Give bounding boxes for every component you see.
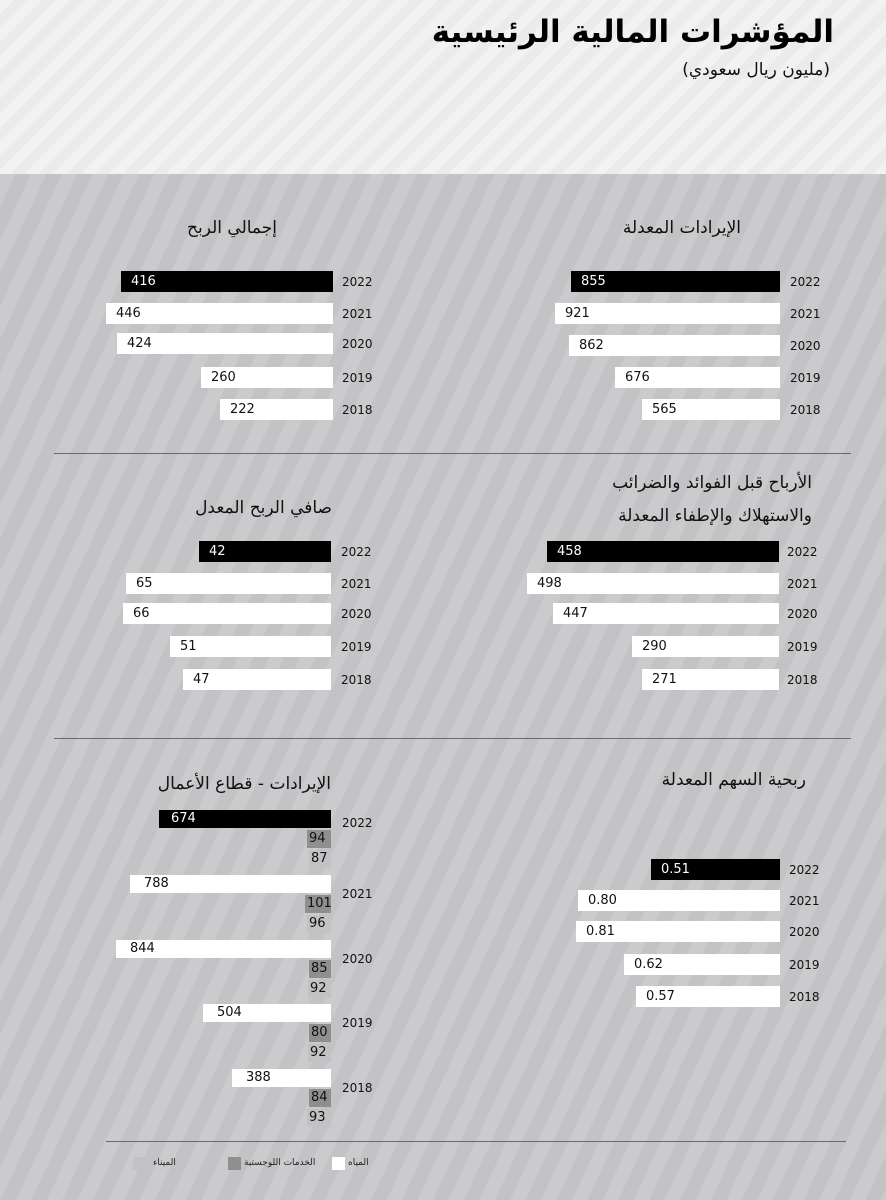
segment-revenue-bar-2019-logistics <box>309 1024 331 1042</box>
segment-revenue-value-label-2022-port: 87 <box>311 851 328 866</box>
adjusted-eps-title: ربحية السهم المعدلة <box>661 770 806 790</box>
segment-revenue-value-label-2019-water: 504 <box>217 1005 242 1020</box>
segment-revenue-value-label-2021-water: 788 <box>144 876 169 891</box>
gross-profit-bar-2018 <box>220 399 333 420</box>
divider-row-2 <box>54 738 851 739</box>
gross-profit-year-2018: 2018 <box>342 403 373 417</box>
adjusted-ebitda-title: الأرباح قبل الفوائد والضرائب والاستهلاك والإطفاء المعدلة <box>612 473 812 526</box>
segment-revenue-value-label-2018-logistics: 84 <box>311 1090 328 1105</box>
segment-revenue-year-2021: 2021 <box>342 887 373 901</box>
adjusted-ebitda-year-2019: 2019 <box>787 640 818 654</box>
segment-revenue-year-2018: 2018 <box>342 1081 373 1095</box>
adjusted-revenue-value-label-2022: 855 <box>581 274 606 289</box>
gross-profit-value-label-2018: 222 <box>230 402 255 417</box>
segment-revenue-value-label-2020-logistics: 85 <box>311 961 328 976</box>
adjusted-eps-year-2018: 2018 <box>789 990 820 1004</box>
segment-revenue-value-label-2019-port: 92 <box>310 1045 327 1060</box>
adjusted-ebitda-bar-2022 <box>547 541 779 562</box>
adjusted-ebitda-year-2021: 2021 <box>787 577 818 591</box>
adjusted-revenue-bar-2019 <box>615 367 780 388</box>
segment-revenue-bar-2018-logistics <box>309 1089 331 1107</box>
adjusted-eps-bar-2021 <box>578 890 780 911</box>
segment-revenue-value-label-2019-logistics: 80 <box>311 1025 328 1040</box>
adjusted-revenue-year-2021: 2021 <box>790 307 821 321</box>
adjusted-net-profit-bar-2018 <box>183 669 331 690</box>
segment-revenue-bar-2022-water <box>159 810 331 828</box>
gross-profit-value-label-2021: 446 <box>116 306 141 321</box>
adjusted-eps-value-label-2018: 0.57 <box>646 989 675 1004</box>
gross-profit-year-2021: 2021 <box>342 307 373 321</box>
segment-revenue-bar-2019-port <box>308 1044 331 1062</box>
gross-profit-bar-2022 <box>121 271 333 292</box>
adjusted-net-profit-bar-2021 <box>126 573 331 594</box>
adjusted-revenue-bar-2020 <box>569 335 780 356</box>
legend-item-water <box>332 1156 372 1170</box>
adjusted-revenue-year-2022: 2022 <box>790 275 821 289</box>
adjusted-net-profit-value-label-2021: 65 <box>136 576 153 591</box>
segment-revenue-bar-2020-logistics <box>309 960 331 978</box>
adjusted-ebitda-year-2022: 2022 <box>787 545 818 559</box>
adjusted-eps-year-2019: 2019 <box>789 958 820 972</box>
segment-revenue-bar-2021-logistics <box>305 895 331 913</box>
segment-revenue-value-label-2022-logistics: 94 <box>309 831 326 846</box>
segment-revenue-bar-2020-water <box>116 940 331 958</box>
adjusted-revenue-year-2018: 2018 <box>790 403 821 417</box>
adjusted-net-profit-bar-2020 <box>123 603 331 624</box>
adjusted-eps-year-2021: 2021 <box>789 894 820 908</box>
gross-profit-year-2022: 2022 <box>342 275 373 289</box>
segment-revenue-value-label-2018-port: 93 <box>309 1110 326 1125</box>
adjusted-net-profit-value-label-2022: 42 <box>209 544 226 559</box>
adjusted-revenue-bar-2018 <box>642 399 780 420</box>
segment-revenue-bar-2018-port <box>307 1109 331 1127</box>
adjusted-revenue-bar-2021 <box>555 303 780 324</box>
gross-profit-bar-2021 <box>106 303 333 324</box>
adjusted-eps-bar-2022 <box>651 859 780 880</box>
adjusted-revenue-value-label-2019: 676 <box>625 370 650 385</box>
adjusted-net-profit-value-label-2019: 51 <box>180 639 197 654</box>
legend-item-logistics <box>228 1156 318 1170</box>
segment-revenue-year-2019: 2019 <box>342 1016 373 1030</box>
segment-revenue-bar-2019-water <box>203 1004 331 1022</box>
divider-row-1 <box>54 453 851 454</box>
adjusted-net-profit-year-2018: 2018 <box>341 673 372 687</box>
adjusted-revenue-year-2019: 2019 <box>790 371 821 385</box>
segment-revenue-bar-2021-water <box>130 875 331 893</box>
segment-revenue-title: الإيرادات - قطاع الأعمال <box>157 774 331 794</box>
adjusted-eps-value-label-2020: 0.81 <box>586 924 615 939</box>
adjusted-net-profit-year-2021: 2021 <box>341 577 372 591</box>
adjusted-ebitda-value-label-2018: 271 <box>652 672 677 687</box>
adjusted-ebitda-bar-2021 <box>527 573 779 594</box>
adjusted-revenue-year-2020: 2020 <box>790 339 821 353</box>
adjusted-ebitda-value-label-2021: 498 <box>537 576 562 591</box>
segment-revenue-value-label-2022-water: 674 <box>171 811 196 826</box>
adjusted-ebitda-value-label-2022: 458 <box>557 544 582 559</box>
gross-profit-value-label-2019: 260 <box>211 370 236 385</box>
adjusted-eps-value-label-2022: 0.51 <box>661 862 690 877</box>
adjusted-ebitda-bar-2018 <box>642 669 779 690</box>
segment-revenue-bar-2020-port <box>308 980 331 998</box>
segment-revenue-bar-2022-logistics <box>307 830 331 848</box>
gross-profit-year-2019: 2019 <box>342 371 373 385</box>
segment-revenue-year-2022: 2022 <box>342 816 373 830</box>
adjusted-net-profit-year-2019: 2019 <box>341 640 372 654</box>
segment-revenue-year-2020: 2020 <box>342 952 373 966</box>
segment-revenue-bar-2018-water <box>232 1069 331 1087</box>
segment-revenue-bar-2022-port <box>309 850 331 868</box>
gross-profit-title: إجمالي الربح <box>187 218 277 238</box>
adjusted-revenue-bar-2022 <box>571 271 780 292</box>
gross-profit-year-2020: 2020 <box>342 337 373 351</box>
adjusted-eps-bar-2020 <box>576 921 780 942</box>
gross-profit-bar-2019 <box>201 367 333 388</box>
adjusted-net-profit-value-label-2018: 47 <box>193 672 210 687</box>
legend-label-port: الميناء <box>153 1158 176 1168</box>
adjusted-net-profit-bar-2022 <box>199 541 331 562</box>
legend-swatch-logistics <box>228 1157 241 1170</box>
page-title: المؤشرات المالية الرئيسية <box>431 14 834 50</box>
adjusted-revenue-value-label-2018: 565 <box>652 402 677 417</box>
adjusted-ebitda-bar-2019 <box>632 636 779 657</box>
adjusted-eps-year-2022: 2022 <box>789 863 820 877</box>
adjusted-net-profit-title: صافي الربح المعدل <box>195 498 332 518</box>
adjusted-revenue-value-label-2020: 862 <box>579 338 604 353</box>
adjusted-net-profit-bar-2019 <box>170 636 331 657</box>
legend-swatch-water <box>332 1157 345 1170</box>
adjusted-ebitda-year-2018: 2018 <box>787 673 818 687</box>
adjusted-revenue-title: الإيرادات المعدلة <box>622 218 741 238</box>
adjusted-revenue-value-label-2021: 921 <box>565 306 590 321</box>
segment-revenue-value-label-2021-logistics: 101 <box>307 896 332 911</box>
segment-revenue-value-label-2020-water: 844 <box>130 941 155 956</box>
adjusted-ebitda-year-2020: 2020 <box>787 607 818 621</box>
divider-legend <box>106 1141 846 1142</box>
adjusted-eps-bar-2019 <box>624 954 780 975</box>
page-subtitle: (مليون ريال سعودي) <box>682 60 830 80</box>
gross-profit-value-label-2022: 416 <box>131 274 156 289</box>
adjusted-ebitda-value-label-2020: 447 <box>563 606 588 621</box>
segment-revenue-value-label-2021-port: 96 <box>309 916 326 931</box>
segment-revenue-value-label-2018-water: 388 <box>246 1070 271 1085</box>
gross-profit-value-label-2020: 424 <box>127 336 152 351</box>
adjusted-eps-value-label-2019: 0.62 <box>634 957 663 972</box>
legend-label-logistics: الخدمات اللوجستية <box>244 1158 316 1168</box>
adjusted-eps-bar-2018 <box>636 986 780 1007</box>
adjusted-ebitda-bar-2020 <box>553 603 779 624</box>
segment-revenue-bar-2021-port <box>307 915 331 933</box>
legend-label-water: المياه <box>348 1158 369 1168</box>
adjusted-eps-value-label-2021: 0.80 <box>588 893 617 908</box>
adjusted-net-profit-value-label-2020: 66 <box>133 606 150 621</box>
adjusted-eps-year-2020: 2020 <box>789 925 820 939</box>
adjusted-net-profit-year-2022: 2022 <box>341 545 372 559</box>
legend-item-port <box>133 1156 183 1170</box>
adjusted-net-profit-year-2020: 2020 <box>341 607 372 621</box>
gross-profit-bar-2020 <box>117 333 333 354</box>
adjusted-ebitda-value-label-2019: 290 <box>642 639 667 654</box>
segment-revenue-value-label-2020-port: 92 <box>310 981 327 996</box>
legend-swatch-port <box>133 1157 146 1170</box>
